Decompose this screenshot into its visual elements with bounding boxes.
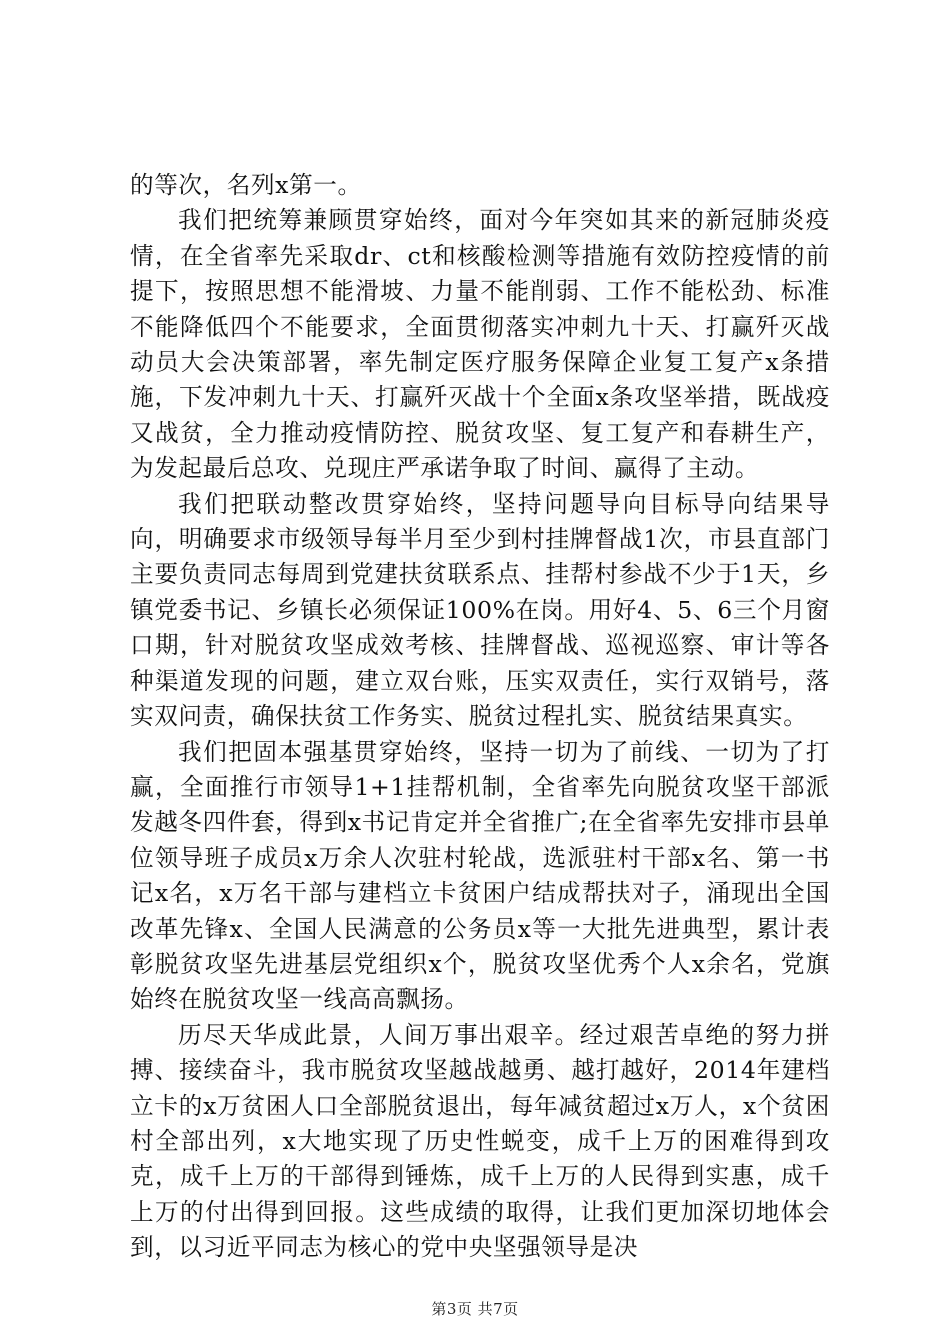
- document-body: [130, 168, 830, 1266]
- paragraph-rectification: 我们把联动整改贯穿始终，坚持问题导向目标导向结果导向，明确要求市级领导每半月至少到村挂牌督战1次，市县直部门主要负责同志每周到党建扶贫联系点、挂帮村参战不少于1天，乡镇党委书记、乡镇长必须保证100%在岗。用好4、5、6三个月窗口期，针对脱贫攻坚成效考核、挂牌督战、巡视巡察、审计等各种渠道发现的问题，建立双台账，压实双责任，实行双销号，落实双问责，确保扶贫工作务实、脱贫过程扎实、脱贫结果真实。: [130, 489, 830, 731]
- paragraph-foundation: 我们把固本强基贯穿始终，坚持一切为了前线、一切为了打赢，全面推行市领导1+1挂帮机制，全省率先向脱贫攻坚干部派发越冬四件套，得到x书记肯定并全省推广;在全省率先安排市县单位领导班子成员x万余人次驻村轮战，选派驻村干部x名、第一书记x名，x万名干部与建档立卡贫困户结成帮扶对子，涌现出全国改革先锋x、全国人民满意的公务员x等一大批先进典型，累计表彰脱贫攻坚先进基层党组织x个，脱贫攻坚优秀个人x余名，党旗始终在脱贫攻坚一线高高飘扬。: [130, 737, 830, 1014]
- paragraph-coordination: 我们把统筹兼顾贯穿始终，面对今年突如其来的新冠肺炎疫情，在全省率先采取dr、ct和核酸检测等措施有效防控疫情的前提下，按照思想不能滑坡、力量不能削弱、工作不能松劲、标准不能降低四个不能要求，全面贯彻落实冲刺九十天、打赢歼灭战动员大会决策部署，率先制定医疗服务保障企业复工复产x条措施，下发冲刺九十天、打赢歼灭战十个全面x条攻坚举措，既战疫又战贫，全力推动疫情防控、脱贫攻坚、复工复产和春耕生产，为发起最后总攻、兑现庄严承诺争取了时间、赢得了主动。: [130, 206, 830, 483]
- paragraph-continuation: 的等次，名列x第一。: [130, 171, 362, 199]
- page-number-footer: 第3页 共7页: [431, 1300, 519, 1318]
- paragraph-achievements: 历尽天华成此景，人间万事出艰辛。经过艰苦卓绝的努力拼搏、接续奋斗，我市脱贫攻坚越战越勇、越打越好，2014年建档立卡的x万贫困人口全部脱贫退出，每年减贫超过x万人，x个贫困村全部出列，x大地实现了历史性蜕变，成千上万的困难得到攻克，成千上万的干部得到锤炼，成千上万的人民得到实惠，成千上万的付出得到回报。这些成绩的取得，让我们更加深切地体会到，以习近平同志为核心的党中央坚强领导是决: [130, 1020, 830, 1262]
